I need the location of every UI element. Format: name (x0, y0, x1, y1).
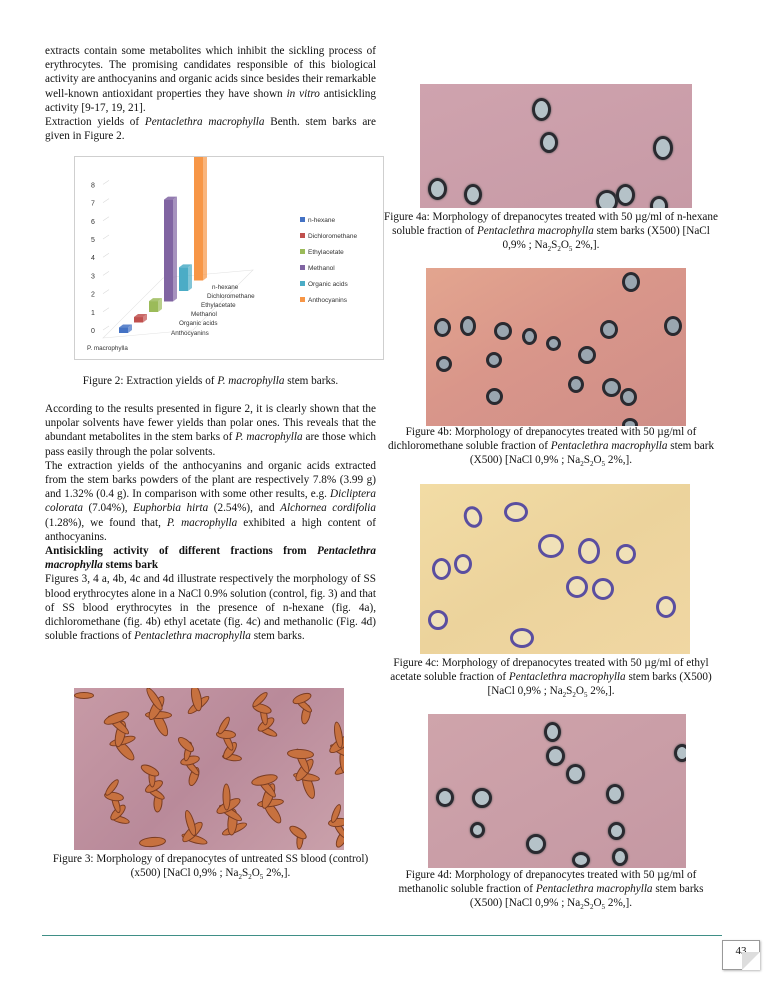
legend-label: Anthocyanins (308, 297, 348, 304)
cell-blob (510, 628, 534, 648)
y-tick-label: 1 (91, 309, 95, 317)
cell-blob (616, 544, 636, 564)
cell-blob (600, 320, 618, 339)
y-tick-label: 2 (91, 291, 95, 299)
figure-4a-caption: Figure 4a: Morphology of drepanocytes treated with 50 µg/ml of n-hexane soluble fraction of Pentaclethra macrophylla stem barks (X500) [NaCl 0,9% ; $Na_2S_2O_5$ 2%,]. (384, 211, 718, 254)
bar-side (203, 157, 207, 281)
gridline (103, 180, 109, 184)
legend-swatch (300, 249, 305, 254)
bar (149, 301, 158, 312)
legend-swatch (300, 297, 305, 302)
bar (164, 200, 173, 302)
legend-swatch (300, 281, 305, 286)
gridline (103, 271, 109, 275)
cell-blob (546, 336, 561, 351)
category-label: Organic acids (179, 320, 218, 327)
cell-blob (522, 328, 537, 345)
cell-blob (432, 558, 451, 580)
cell-blob (434, 318, 451, 337)
bar-side (173, 197, 177, 302)
legend-label: Ethylacetate (308, 249, 344, 256)
y-tick-label: 5 (91, 237, 95, 244)
category-label: Ethylacetate (201, 302, 236, 309)
gridline (103, 326, 109, 330)
cell-blob (608, 822, 625, 840)
sickle-cell (139, 836, 167, 848)
figure-4d-caption: Figure 4d: Morphology of drepanocytes treated with 50 µg/ml of methanolic soluble fraction of Pentaclethra macrophylla stem barks (X500) [NaCl 0,9% ; $Na_2S_2O_5$ 2%,]. (398, 869, 704, 912)
category-label: n-hexane (212, 284, 239, 291)
category-label: Methanol (191, 311, 217, 318)
cell-blob (566, 764, 585, 784)
paragraph-2: Extraction yields of Pentaclethra macrophylla Benth. stem barks are given in Figure 2. (45, 116, 376, 143)
figure-4c-micrograph (420, 484, 690, 654)
cell-blob (650, 196, 668, 208)
y-tick-label: 8 (91, 182, 95, 190)
sickle-cell (222, 783, 230, 810)
bar (179, 267, 188, 291)
cell-blob (606, 784, 624, 804)
cell-blob (622, 272, 640, 292)
cell-blob (616, 184, 635, 206)
legend-label: n-hexane (308, 217, 336, 224)
cell-blob (544, 722, 561, 742)
cell-blob (494, 322, 512, 340)
cell-blob (464, 184, 482, 205)
chart-svg (75, 157, 383, 359)
figure-2-chart (74, 156, 384, 360)
cell-blob (653, 136, 673, 160)
cell-blob (596, 190, 618, 208)
legend-label: Methanol (308, 265, 335, 272)
cell-blob (472, 788, 492, 808)
cell-blob (620, 388, 637, 406)
cell-blob (461, 504, 485, 531)
cell-blob (656, 596, 676, 618)
cell-blob (674, 744, 686, 762)
category-label: Anthocyanins (171, 330, 209, 337)
cell-blob (592, 578, 614, 600)
cell-blob (486, 388, 503, 405)
bar (134, 317, 143, 322)
cell-blob (578, 346, 596, 364)
cell-blob (568, 376, 584, 393)
section-heading: Antisickling activity of different fractions from Pentaclethra macrophylla stems bark (45, 545, 376, 572)
cell-blob (436, 788, 454, 807)
legend-swatch (300, 217, 305, 222)
y-tick-label: 0 (91, 328, 95, 335)
bar (119, 328, 128, 333)
figure-2-caption: Figure 2: Extraction yields of P. macrophylla stem barks. (82, 375, 339, 387)
cell-blob (572, 852, 590, 868)
gridline (103, 199, 109, 203)
legend-swatch (300, 265, 305, 270)
cell-blob (566, 576, 588, 598)
paragraph-3: According to the results presented in figure 2, it is clearly shown that the unpolar solvents have fewer yields than polar ones. This reveals that the abundant metabolites in the stem barks of P. macrophylla are those which pass easily through the polar solvents. (45, 403, 376, 458)
cell-blob (540, 132, 558, 153)
cell-blob (428, 178, 447, 200)
figure-4c-caption: Figure 4c: Morphology of drepanocytes treated with 50 µg/ml of ethyl acetate soluble fraction of Pentaclethra macrophylla stem barks (X500) [NaCl 0,9% ; $Na_2S_2O_5$ 2%,]. (390, 657, 712, 700)
gridline (103, 235, 109, 239)
paragraph-4: The extraction yields of the anthocyanins and organic acids extracted from the stem barks powders of the plant are respectively 7.8% (3.99 g) and 1.32% (0.4 g). In comparison with some other results, e.g. Dicliptera colorata (7.04%), Euphorbia hirta (2.54%), and Alchornea cordifolia (1.28%), we found that, P. macrophylla exhibited a high content of anthocyanins. (45, 459, 376, 543)
cell-blob (532, 98, 551, 121)
cell-blob (578, 538, 600, 564)
figure-4b-caption: Figure 4b: Morphology of drepanocytes treated with 50 µg/ml of dichloromethane soluble fraction of Pentaclethra macrophylla stem bark (X500) [NaCl 0,9% ; $Na_2S_2O_5$ 2%,]. (387, 426, 715, 469)
figure-3-caption: Figure 3: Morphology of drepanocytes of untreated SS blood (control) (x500) [NaCl 0,9% ; $Na_2S_2O_5$ 2%,]. (52, 853, 369, 882)
legend-label: Dichloromethane (308, 233, 358, 240)
cell-blob (612, 848, 628, 866)
left-column-bottom (45, 402, 376, 643)
y-tick-label: 7 (91, 200, 95, 208)
gridline (103, 217, 109, 221)
figure-4d-micrograph (428, 714, 686, 868)
bar (194, 157, 203, 281)
figure-3-micrograph (74, 688, 344, 850)
cell-blob (454, 554, 472, 574)
gridline (103, 308, 109, 312)
x-axis-label: P. macrophylla (87, 345, 128, 352)
cell-blob (526, 834, 546, 854)
paragraph-1: extracts contain some metabolites which inhibit the sickling process of erythrocytes. The promising candidates responsible of this biological activity are anthocyanins and organic acids since besides their remarkable well-known antioxidant properties they have shown in vitro antisickling activity [9-17, 19, 21]. (45, 45, 376, 114)
left-column-top (45, 44, 376, 143)
page-number: 43 (722, 940, 760, 970)
bar-side (188, 264, 192, 291)
gridline (103, 290, 109, 294)
y-tick-label: 6 (91, 218, 95, 226)
cell-blob (486, 352, 502, 368)
cell-blob (504, 502, 528, 522)
sickle-cell (74, 692, 94, 699)
y-tick-label: 4 (91, 255, 95, 263)
category-label: Dichloromethane (207, 293, 255, 300)
gridline (103, 253, 109, 257)
cell-blob (602, 378, 621, 397)
cell-blob (460, 316, 476, 336)
cell-blob (428, 610, 448, 630)
cell-blob (436, 356, 452, 372)
cell-blob (470, 822, 485, 838)
y-tick-label: 3 (91, 273, 95, 281)
footer-rule (42, 935, 722, 936)
cell-blob (546, 746, 565, 766)
figure-4b-micrograph (426, 268, 686, 426)
figure-4a-micrograph (420, 84, 692, 208)
cell-blob (538, 534, 564, 558)
cell-blob (664, 316, 682, 336)
paragraph-5: Figures 3, 4 a, 4b, 4c and 4d illustrate respectively the morphology of SS blood erythrocytes alone in a NaCl 0.9% solution (control, fig. 3) and that of SS blood erythrocytes in the presence of n-hexane (fig. 4a), dichloromethane (fig. 4b) ethyl acetate (fig. 4c) and methanolic (Fig. 4d) soluble fractions of Pentaclethra macrophylla stem barks. (45, 573, 376, 643)
legend-swatch (300, 233, 305, 238)
sickle-cell (287, 748, 314, 759)
legend-label: Organic acids (308, 281, 348, 288)
